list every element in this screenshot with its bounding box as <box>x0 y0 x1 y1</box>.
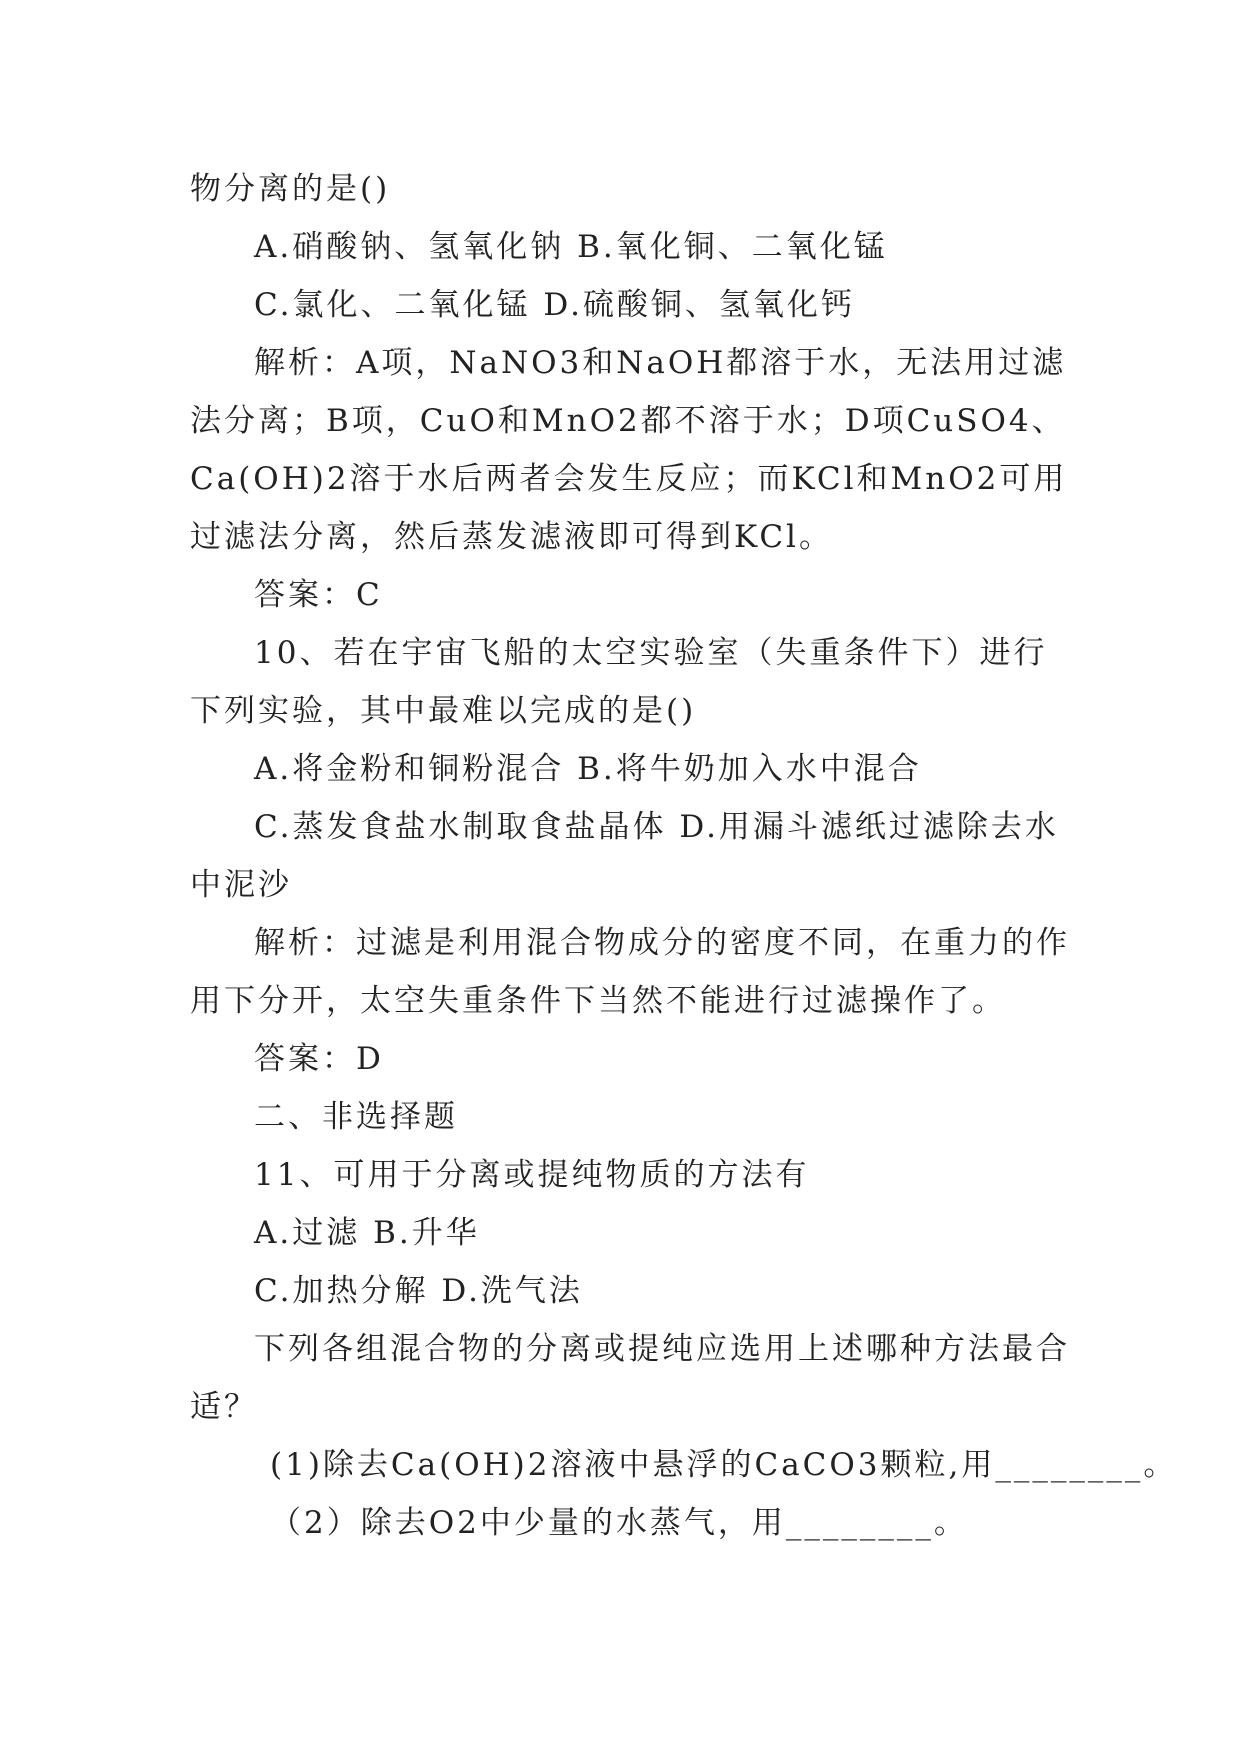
question-options-ab: A.将金粉和铜粉混合 B.将牛奶加入水中混合 <box>254 751 922 787</box>
analysis-paragraph: 解析：A项，NaNO3和NaOH都溶于水，无法用过滤法分离；B项，CuO和MnO2都不溶于水；D项CuSO4、Ca(OH)2溶于水后两者会发生反应；而KCl和MnO2可用过滤法分离，然后蒸发滤液即可得到KCl。 <box>190 345 1068 555</box>
text-line: 物分离的是() <box>190 171 391 207</box>
answer-line: 答案：C <box>254 577 383 613</box>
sub-question-1: (1)除去Ca(OH)2溶液中悬浮的CaCO3颗粒,用________。 <box>270 1447 1178 1483</box>
question-options-ab: A.过滤 B.升华 <box>254 1215 480 1251</box>
sub-question-2: （2）除去O2中少量的水蒸气，用________。 <box>270 1505 968 1541</box>
analysis-paragraph: 解析：过滤是利用混合物成分的密度不同，在重力的作用下分开，太空失重条件下当然不能进行过滤操作了。 <box>190 925 1070 1019</box>
question-options-cd: C.加热分解 D.洗气法 <box>254 1273 583 1309</box>
question-options-cd: C.氯化、二氧化锰 D.硫酸铜、氢氧化钙 <box>254 287 855 323</box>
question-options-cd: C.蒸发食盐水制取食盐晶体 D.用漏斗滤纸过滤除去水中泥沙 <box>190 809 1059 903</box>
question-11: 11、可用于分离或提纯物质的方法有 <box>254 1157 810 1193</box>
section-heading: 二、非选择题 <box>254 1099 458 1135</box>
document-body <box>190 160 1178 1552</box>
question-options-ab: A.硝酸钠、氢氧化钠 B.氧化铜、二氧化锰 <box>254 229 888 265</box>
question-prompt: 下列各组混合物的分离或提纯应选用上述哪种方法最合适？ <box>190 1331 1070 1425</box>
answer-line: 答案：D <box>254 1041 384 1077</box>
question-10: 10、若在宇宙飞船的太空实验室（失重条件下）进行下列实验，其中最难以完成的是() <box>190 635 1048 729</box>
